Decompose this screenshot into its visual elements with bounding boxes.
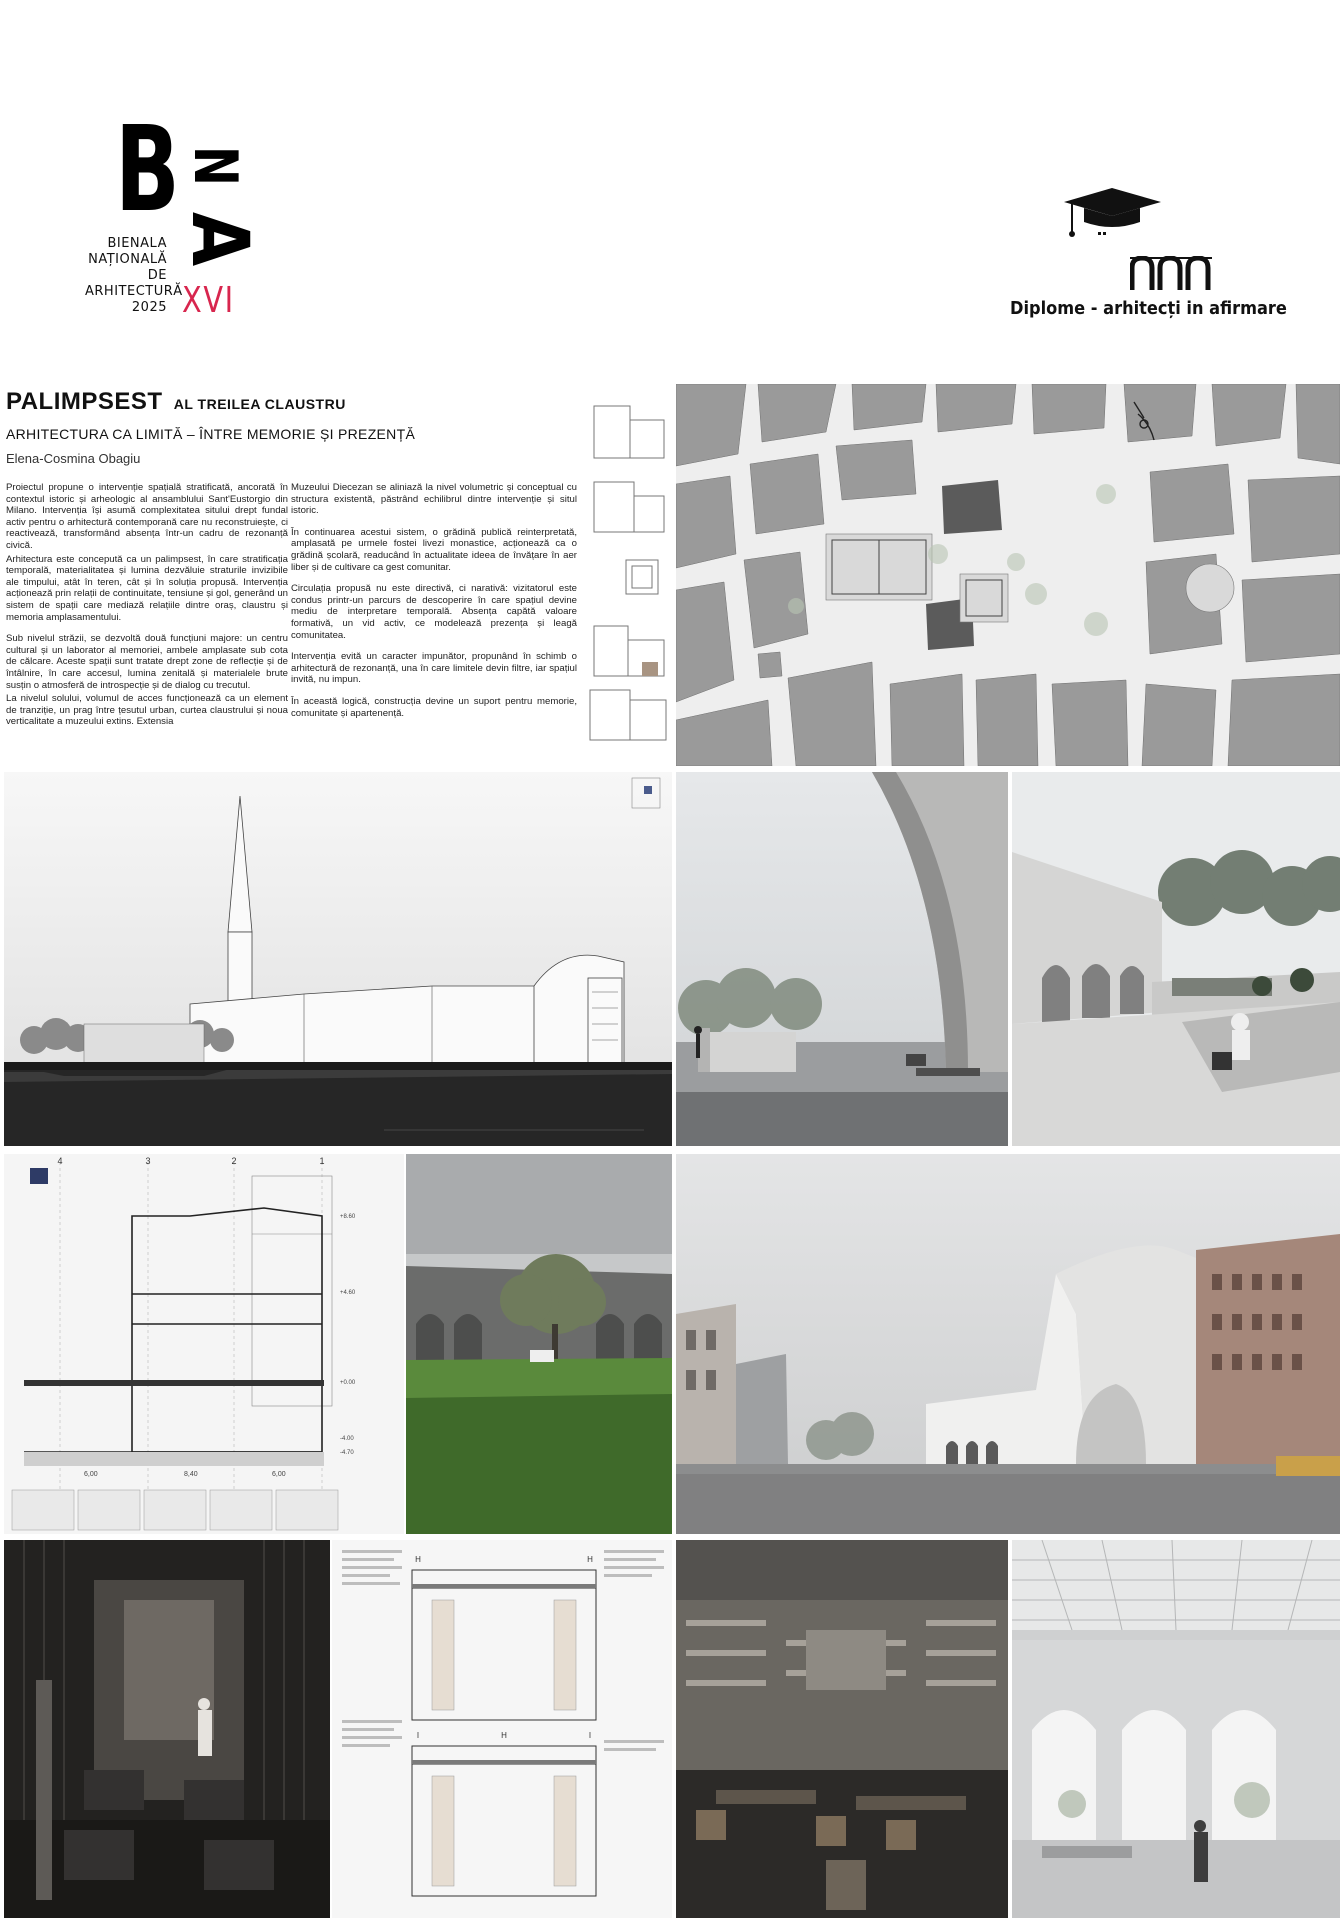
paragraph: Arhitectura este concepută ca un palimpsest, în care stratificația temporală, materialitatea și lumina dezvăluie straturile invizibile ale timpului, atât în teren, cât și în soluția propusă. Intervenția acționează prin relații de continuitate, tensiune și gol, generând un sistem de spații care mediază relațiile dintre oraș, claustru și memoria amplasamentului. bbox=[6, 553, 288, 623]
paragraph: Proiectul propune o intervenție spațială stratificată, ancorată în contextul istoric și arheologic al ansamblului Sant'Eustorgio din Milano. Intervenția își asumă complexitatea sitului drept fundal activ pentru o arhitectură contemporană care nu reconstruiește, ci reactivează, transformând absența într-un cadru de rezonanță civică. bbox=[6, 482, 288, 551]
paragraph: Muzeului Diecezan se aliniază la nivel volumetric și conceptual cu structura existentă, păstrând echilibrul dintre intervenție și situl istoric. bbox=[291, 482, 577, 517]
detail-sections-sheet bbox=[332, 1540, 672, 1918]
render-exhibition-interior bbox=[4, 1540, 330, 1918]
elevation-label: -4.70 bbox=[340, 1450, 354, 1456]
paragraph: La nivelul solului, volumul de acces funcționează ca un element de tranziție, un prag între țesutul urban, curtea claustrului și noua verticalitate a muzeului extins. Extensia bbox=[6, 693, 288, 728]
project-title-suffix: AL TREILEA CLAUSTRU bbox=[173, 396, 346, 412]
grid-label: 1 bbox=[319, 1156, 325, 1166]
bna-wordmark: BIENALA NAȚIONALĂ DE ARHITECTURĂ 2025 bbox=[85, 236, 183, 315]
render-image bbox=[676, 1540, 1008, 1918]
render-arch-courtyard bbox=[676, 772, 1008, 1146]
grid-label: H bbox=[501, 1731, 507, 1740]
render-image bbox=[4, 1540, 330, 1918]
elevation-label: -4.00 bbox=[340, 1436, 354, 1442]
site-plan bbox=[676, 384, 1340, 766]
bna-letter-n: N bbox=[180, 145, 251, 187]
paragraph: Circulația propusă nu este directivă, ci narativă: vizitatorul este condus printr-un parcurs de descoperire în care spațiul devine mediu de interpretare temporală. Absența capătă valoare formativă, un vid activ, ce modelează prezența și leagă comunitatea. bbox=[291, 583, 577, 641]
grid-label: H bbox=[587, 1555, 593, 1564]
site-plan-drawing bbox=[676, 384, 1340, 766]
cross-section-drawing bbox=[4, 1154, 404, 1534]
longitudinal-section bbox=[4, 772, 672, 1146]
render-library-interior bbox=[676, 1540, 1008, 1918]
render-atrium-interior bbox=[1012, 1540, 1340, 1918]
elevation-label: +0.00 bbox=[340, 1380, 356, 1386]
bna-letter-a: A bbox=[174, 211, 265, 267]
render-orchard-meadow bbox=[406, 1154, 672, 1534]
elevation-label: +4.60 bbox=[340, 1290, 356, 1296]
dimension-label: 6,00 bbox=[84, 1471, 98, 1478]
diploma-logo bbox=[1000, 188, 1290, 328]
elevation-label: +8.60 bbox=[340, 1214, 356, 1220]
paragraph: În această logică, construcția devine un suport pentru memorie, comunitate și apartenență. bbox=[291, 695, 577, 719]
description-column-b bbox=[291, 482, 577, 721]
section-drawing bbox=[4, 1154, 404, 1534]
render-image bbox=[1012, 772, 1340, 1146]
paragraph: Sub nivelul străzii, se dezvoltă două funcțiuni majore: un centru cultural și un laborator al memoriei, ambele amplasate sub cota de călcare. Aceste spații sunt tratate drept zone de reflecție și de întâlnire, în care accesul, lumina zenitală și materialele brute susțin o atmosferă de introspecție și de dialog cu trecutul. bbox=[6, 633, 288, 691]
grid-label: H bbox=[415, 1555, 421, 1564]
paragraph: Intervenția evită un caracter impunător, propunând în schimb o arhitectură de rezonanță, una în care limitele devin filtre, iar spațiul invită, nu impun. bbox=[291, 651, 577, 686]
bna-logo bbox=[85, 100, 295, 350]
graduation-cap-icon bbox=[1060, 188, 1165, 248]
arches-icon bbox=[1130, 256, 1212, 290]
axonometric-thumbnails bbox=[586, 400, 678, 745]
render-image bbox=[1012, 1540, 1340, 1918]
detail-drawing bbox=[332, 1540, 672, 1918]
project-subtitle: ARHITECTURA CA LIMITĂ – ÎNTRE MEMORIE ȘI PREZENȚĂ bbox=[6, 426, 416, 442]
diploma-tagline: Diplome - arhitecți in afirmare bbox=[1010, 298, 1287, 319]
dimension-label: 6,00 bbox=[272, 1471, 286, 1478]
grid-label: 4 bbox=[57, 1156, 63, 1166]
render-image bbox=[676, 772, 1008, 1146]
grid-label: 2 bbox=[231, 1156, 237, 1166]
section-drawing bbox=[4, 772, 672, 1146]
project-title bbox=[6, 388, 346, 416]
paragraph: În continuarea acestui sistem, o grădină publică reinterpretată, amplasată pe urmele fostei livezi monastice, acționează ca o grădină școlară, readucând în actualitate ideea de învățare în aer liber și de cultivare ca gest comunitar. bbox=[291, 526, 577, 573]
description-column-a bbox=[6, 482, 288, 730]
bna-edition: XVI bbox=[182, 280, 235, 321]
dimension-label: 8,40 bbox=[184, 1471, 198, 1478]
render-arcade-terrace bbox=[1012, 772, 1340, 1146]
grid-label: 3 bbox=[145, 1156, 151, 1166]
bna-letter-b: B bbox=[115, 100, 180, 238]
grid-label: I bbox=[588, 1731, 592, 1740]
render-museum-exterior bbox=[676, 1154, 1340, 1534]
grid-label: I bbox=[416, 1731, 420, 1740]
project-title-main: PALIMPSEST bbox=[6, 388, 163, 415]
render-image bbox=[676, 1154, 1340, 1534]
render-image bbox=[406, 1154, 672, 1534]
project-author: Elena-Cosmina Obagiu bbox=[6, 451, 141, 466]
